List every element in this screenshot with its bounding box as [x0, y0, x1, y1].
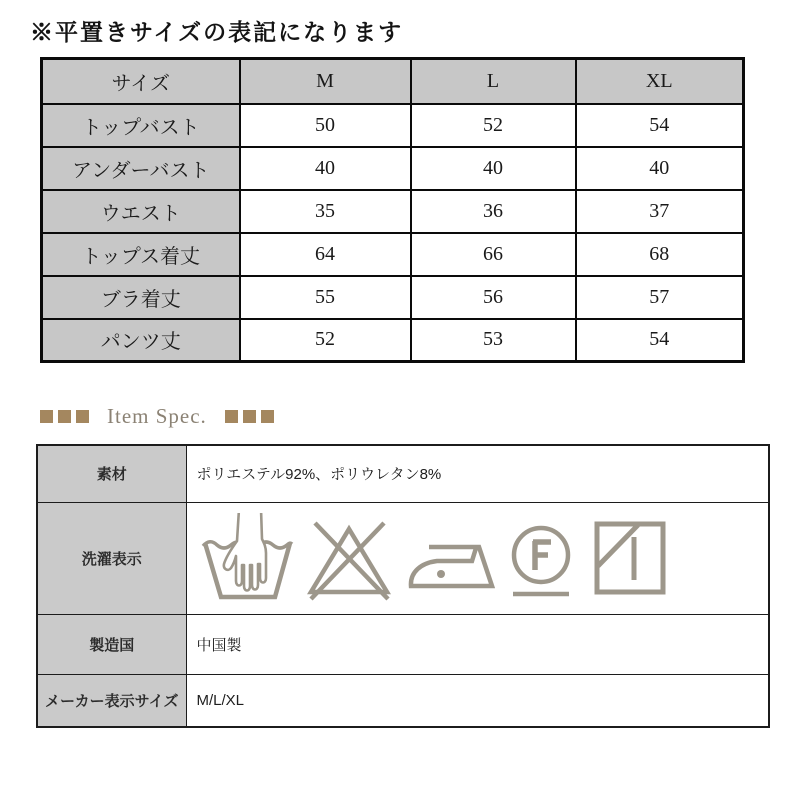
- item-spec-title: Item Spec.: [107, 403, 207, 428]
- do-not-bleach-icon: [301, 513, 397, 603]
- spec-value-maker-size: M/L/XL: [186, 674, 769, 727]
- deco-square-icon: [58, 410, 71, 423]
- dry-clean-f-underline-icon: [501, 513, 581, 603]
- table-row: [42, 233, 744, 276]
- spec-label: 洗濯表示: [37, 502, 186, 614]
- spec-value-material: ポリエステル92%、ポリウレタン8%: [186, 445, 769, 502]
- row-label: パンツ丈: [42, 319, 240, 362]
- table-row: [42, 276, 744, 319]
- hand-wash-icon: [199, 513, 295, 603]
- cell-xl: 54: [576, 104, 744, 147]
- row-label: アンダーバスト: [42, 147, 240, 190]
- size-table-header-row: [42, 59, 744, 104]
- row-label: ウエスト: [42, 190, 240, 233]
- deco-squares-left: [40, 410, 89, 423]
- cell-l: 52: [411, 104, 576, 147]
- size-table: [40, 57, 745, 363]
- deco-square-icon: [225, 410, 238, 423]
- cell-l: 53: [411, 319, 576, 362]
- row-label: トップス着丈: [42, 233, 240, 276]
- cell-m: 50: [240, 104, 411, 147]
- spec-row-maker-size: [37, 674, 769, 727]
- spec-row-material: [37, 445, 769, 502]
- spec-label: メーカー表示サイズ: [37, 674, 186, 727]
- cell-l: 66: [411, 233, 576, 276]
- size-col-m: M: [240, 59, 411, 104]
- deco-squares-right: [225, 410, 274, 423]
- cell-xl: 37: [576, 190, 744, 233]
- cell-m: 40: [240, 147, 411, 190]
- size-col-l: L: [411, 59, 576, 104]
- row-label: トップバスト: [42, 104, 240, 147]
- cell-m: 52: [240, 319, 411, 362]
- cell-l: 36: [411, 190, 576, 233]
- spec-value-care: [186, 502, 769, 614]
- cell-m: 64: [240, 233, 411, 276]
- flat-measurement-note: ※平置きサイズの表記になります: [30, 20, 404, 45]
- deco-square-icon: [40, 410, 53, 423]
- item-spec-table: [36, 444, 770, 728]
- item-spec-section-header: [40, 403, 274, 429]
- spec-row-care: [37, 502, 769, 614]
- cell-xl: 68: [576, 233, 744, 276]
- line-dry-in-shade-icon: [587, 513, 671, 603]
- table-row: [42, 190, 744, 233]
- care-symbol-strip: [197, 513, 769, 603]
- cell-xl: 40: [576, 147, 744, 190]
- spec-label: 製造国: [37, 614, 186, 674]
- deco-square-icon: [261, 410, 274, 423]
- spec-row-country: [37, 614, 769, 674]
- cell-l: 40: [411, 147, 576, 190]
- cell-m: 55: [240, 276, 411, 319]
- spec-label: 素材: [37, 445, 186, 502]
- cell-l: 56: [411, 276, 576, 319]
- iron-one-dot-icon: [403, 513, 495, 603]
- cell-xl: 57: [576, 276, 744, 319]
- table-row: [42, 147, 744, 190]
- cell-m: 35: [240, 190, 411, 233]
- size-col-xl: XL: [576, 59, 744, 104]
- cell-xl: 54: [576, 319, 744, 362]
- size-col-header: サイズ: [42, 59, 240, 104]
- spec-value-country: 中国製: [186, 614, 769, 674]
- deco-square-icon: [76, 410, 89, 423]
- deco-square-icon: [243, 410, 256, 423]
- row-label: ブラ着丈: [42, 276, 240, 319]
- table-row: [42, 104, 744, 147]
- table-row: [42, 319, 744, 362]
